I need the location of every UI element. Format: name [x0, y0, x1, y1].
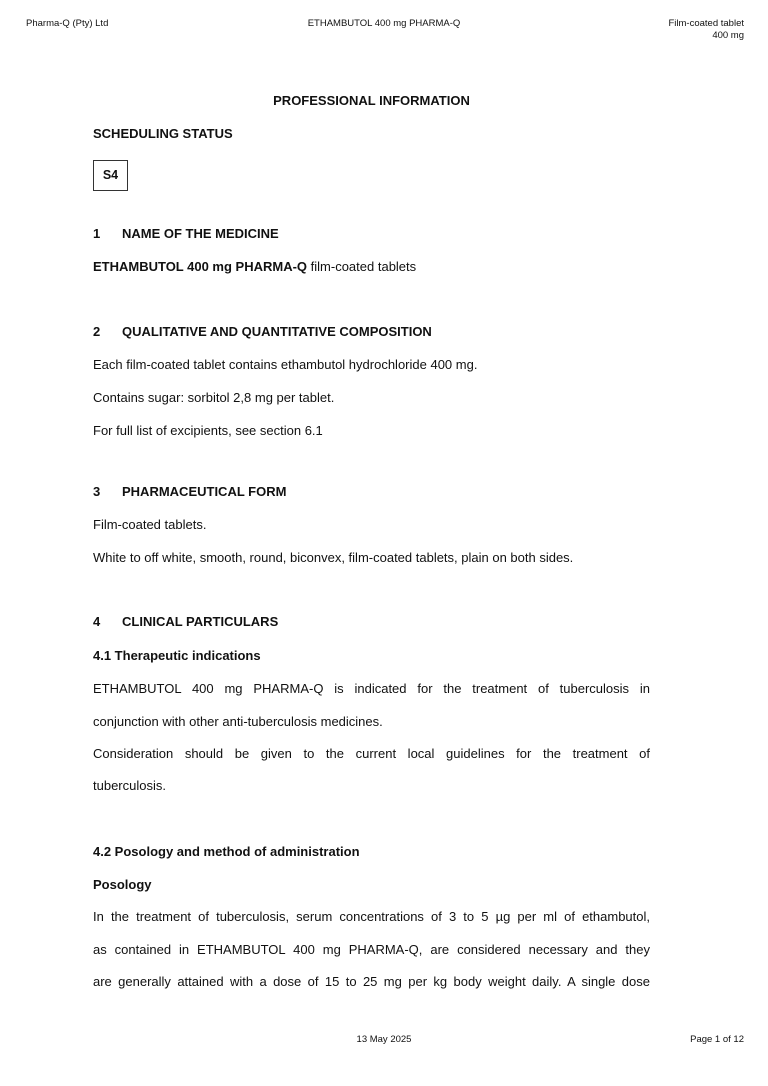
- composition-line: Each film-coated tablet contains ethambutol hydrochloride 400 mg.: [93, 357, 478, 372]
- footer-date: 13 May 2025: [356, 1034, 412, 1045]
- header-product: ETHAMBUTOL 400 mg PHARMA-Q: [307, 18, 461, 29]
- excipients-line: For full list of excipients, see section 6.1: [93, 423, 323, 438]
- section-3-heading: [93, 484, 286, 499]
- section-4-heading: [93, 614, 278, 629]
- medicine-name-line: [93, 259, 416, 274]
- description-line: White to off white, smooth, round, biconvex, film-coated tablets, plain on both sides.: [93, 550, 574, 565]
- medicine-name: ETHAMBUTOL 400 mg PHARMA-Q: [93, 259, 308, 274]
- schedule-box: S4: [93, 160, 128, 191]
- section-number: 1: [93, 226, 101, 241]
- indication-line: Consideration should be given to the current local guidelines for the treatment of: [93, 746, 650, 761]
- section-title: NAME OF THE MEDICINE: [122, 226, 279, 241]
- posology-line: are generally attained with a dose of 15 to 25 mg per kg body weight daily. A single dose: [93, 974, 650, 989]
- section-title: PHARMACEUTICAL FORM: [122, 484, 287, 499]
- section-number: 2: [93, 324, 101, 339]
- section-title: QUALITATIVE AND QUANTITATIVE COMPOSITION: [122, 324, 432, 339]
- subsection-4-2-heading: 4.2 Posology and method of administration: [93, 844, 360, 859]
- header-form: [668, 18, 744, 42]
- section-title: CLINICAL PARTICULARS: [122, 614, 279, 629]
- sugar-line: Contains sugar: sorbitol 2,8 mg per tablet.: [93, 390, 335, 405]
- form-line: Film-coated tablets.: [93, 517, 207, 532]
- section-number: 4: [93, 614, 101, 629]
- posology-line: as contained in ETHAMBUTOL 400 mg PHARMA-Q, are considered necessary and they: [93, 942, 650, 957]
- indication-line: conjunction with other anti-tuberculosis medicines.: [93, 714, 383, 729]
- posology-line: In the treatment of tuberculosis, serum concentrations of 3 to 5 µg per ml of ethambutol,: [93, 909, 650, 924]
- posology-heading: Posology: [93, 877, 152, 892]
- scheduling-label: SCHEDULING STATUS: [93, 126, 233, 141]
- header-company: Pharma-Q (Pty) Ltd: [26, 18, 109, 29]
- section-number: 3: [93, 484, 101, 499]
- indication-line: ETHAMBUTOL 400 mg PHARMA-Q is indicated for the treatment of tuberculosis in: [93, 681, 650, 696]
- section-1-heading: [93, 226, 279, 241]
- header-form-line1: Film-coated tablet: [668, 18, 744, 29]
- header-form-line2: 400 mg: [712, 30, 744, 41]
- footer-page-number: Page 1 of 12: [690, 1034, 744, 1045]
- section-2-heading: [93, 324, 432, 339]
- medicine-form: film-coated tablets: [307, 259, 417, 274]
- subsection-4-1-heading: 4.1 Therapeutic indications: [93, 648, 261, 663]
- page-title: PROFESSIONAL INFORMATION: [273, 93, 470, 108]
- indication-line: tuberculosis.: [93, 778, 166, 793]
